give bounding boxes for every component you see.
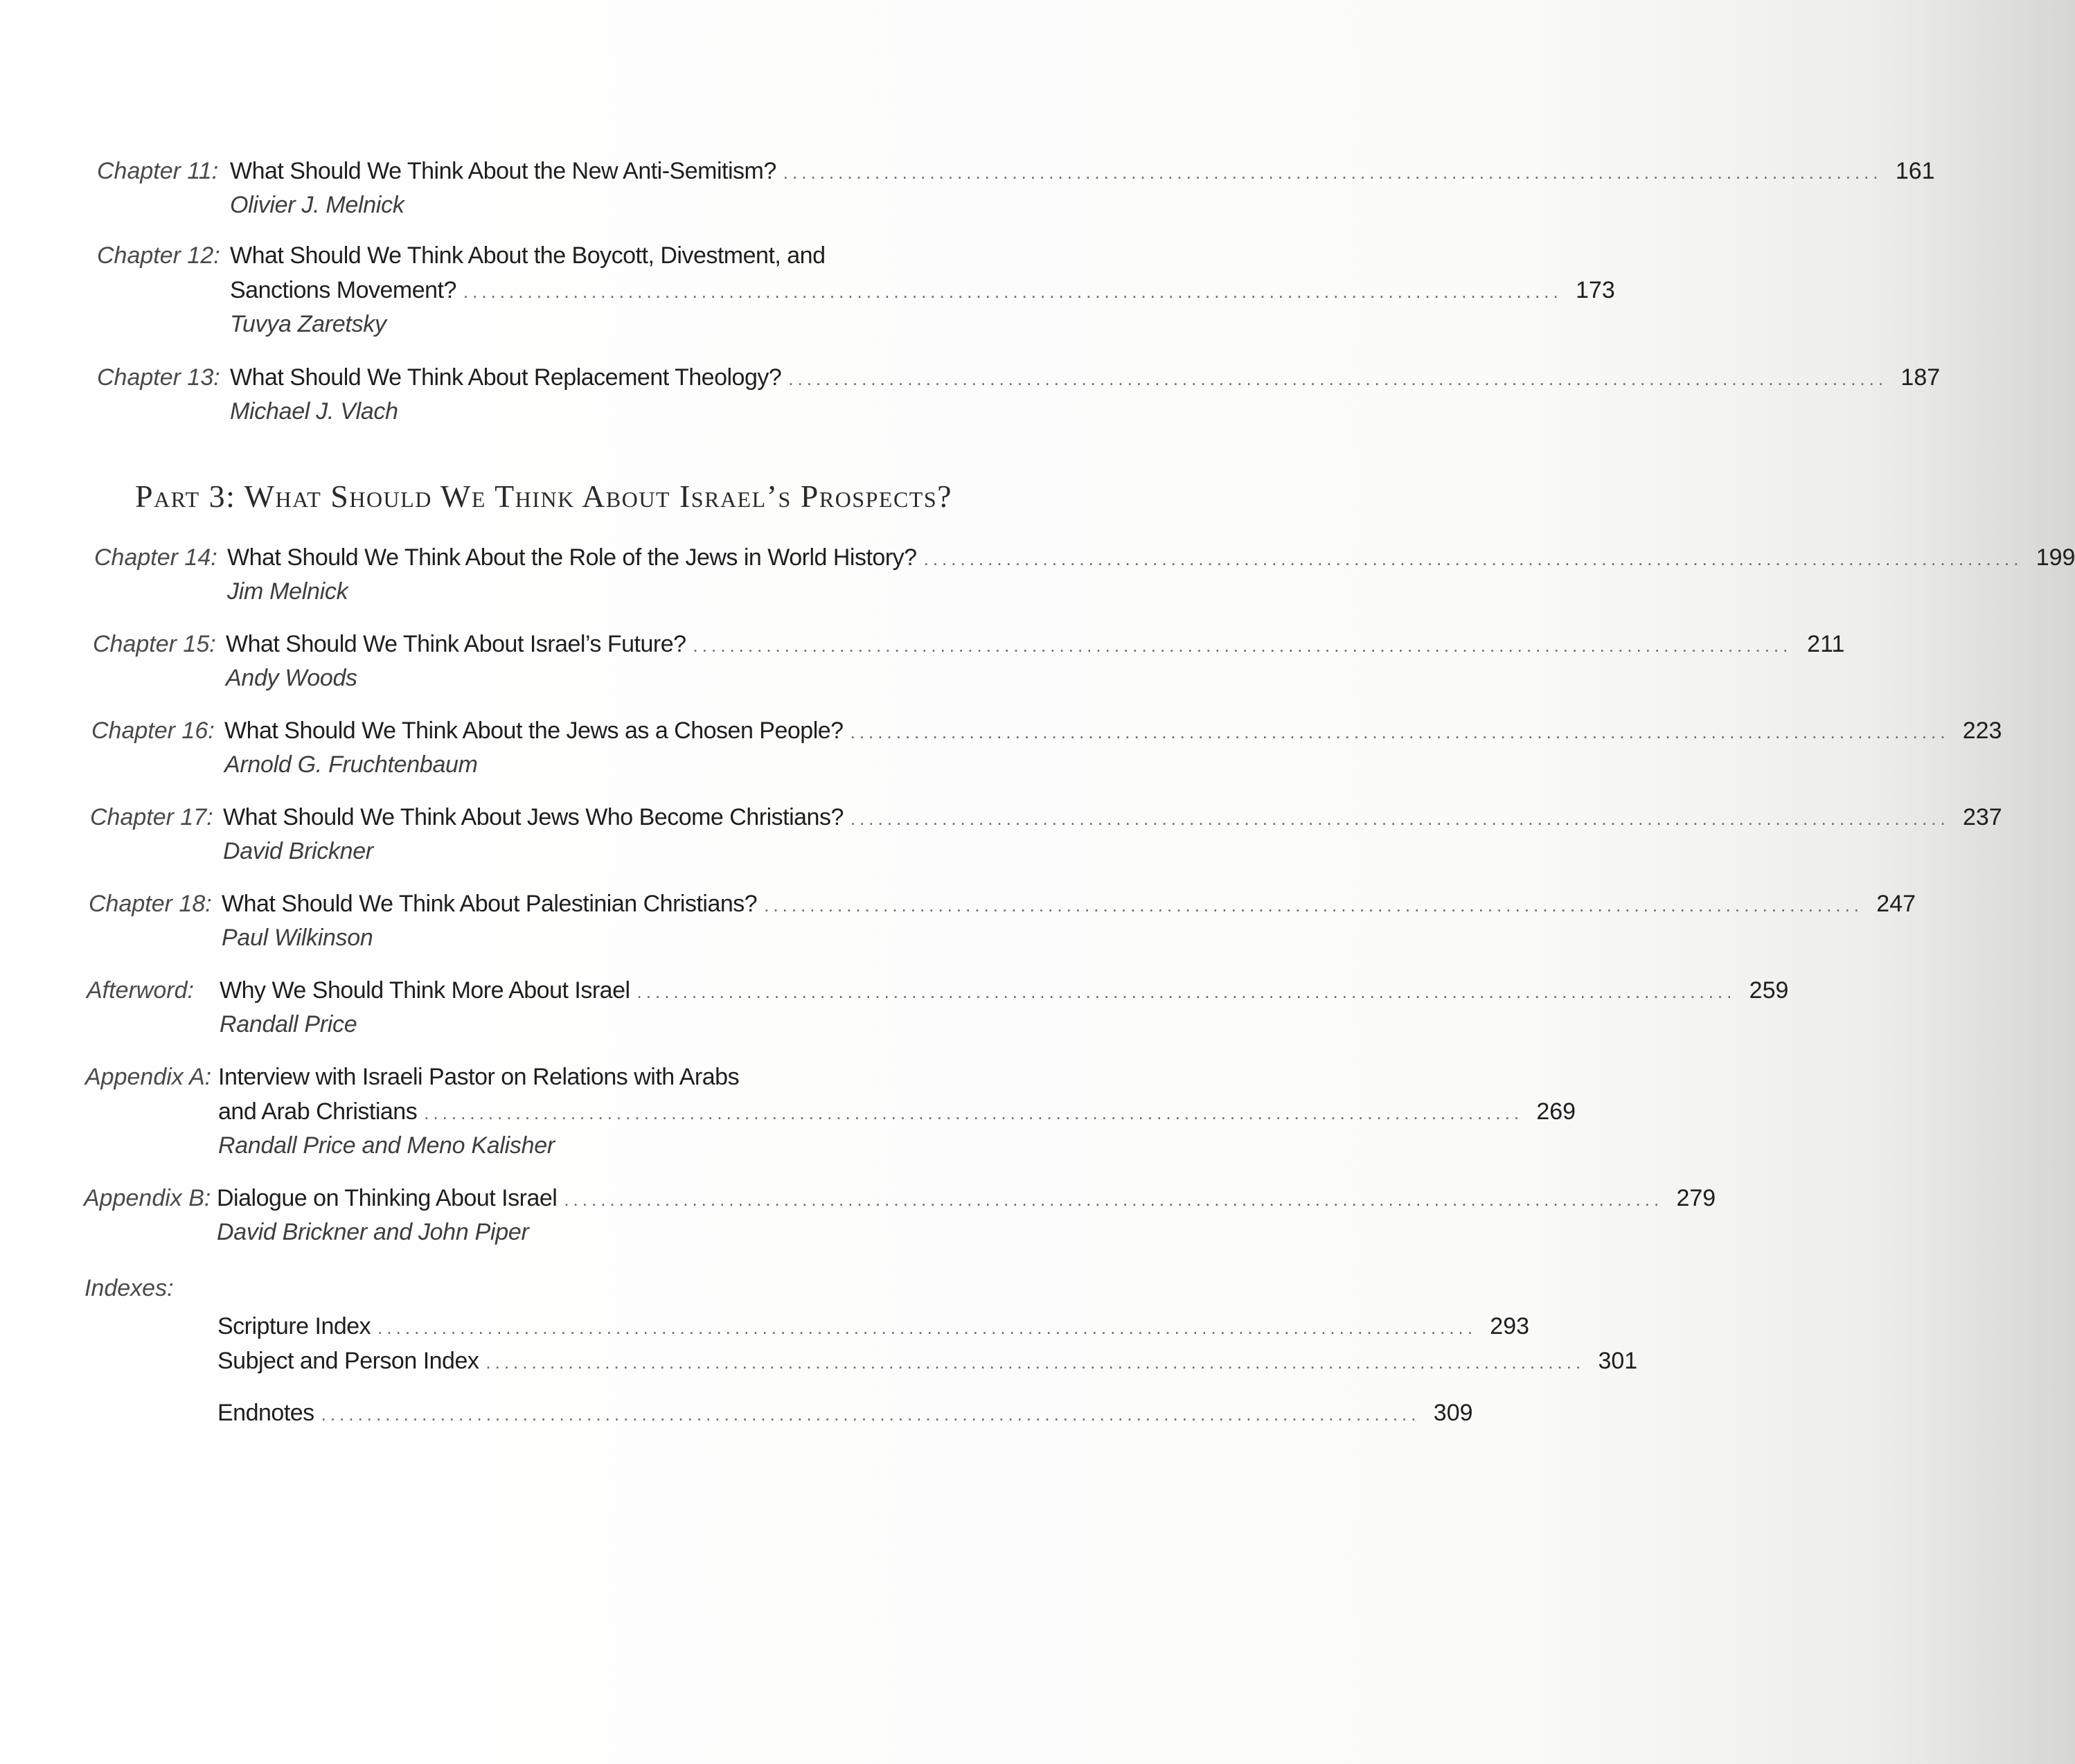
entry-body (230, 154, 1935, 222)
entry-body (220, 973, 1789, 1041)
index-title[interactable]: Endnotes (217, 1400, 314, 1426)
page-number: 199 (2036, 544, 2075, 571)
entry-title[interactable]: What Should We Think About the Role of the Jews in World History? (227, 544, 917, 571)
page-number: 173 (1576, 277, 1615, 303)
dot-leader: ........................................................................................................................ (636, 981, 1736, 1002)
entry-body (227, 540, 2075, 608)
title-line (230, 273, 1615, 308)
part-heading: Part 3: What Should We Think About Israel’s Prospects? (135, 479, 953, 514)
index-entry-body (217, 1344, 1638, 1378)
entry-author: David Brickner and John Piper (217, 1219, 529, 1245)
title-line (230, 238, 990, 273)
index-entry-body (217, 1396, 1473, 1430)
entry-title[interactable]: Dialogue on Thinking About Israel (217, 1185, 558, 1211)
dot-leader: ........................................................................................................................ (783, 162, 1882, 183)
entry-author: Olivier J. Melnick (230, 192, 404, 218)
entry-body (224, 713, 2002, 781)
entry-title[interactable]: What Should We Think About the Jews as a Chosen People? (224, 718, 844, 744)
index-title[interactable]: Subject and Person Index (217, 1348, 479, 1374)
entry-body (226, 627, 1845, 695)
title-line (217, 1181, 1716, 1215)
entry-author: Andy Woods (226, 665, 357, 691)
entry-title[interactable]: What Should We Think About the Boycott, Divestment, and (230, 242, 826, 269)
page-number: 301 (1598, 1348, 1638, 1374)
entry-label: Chapter 14: (94, 544, 217, 571)
entry-title[interactable]: and Arab Christians (218, 1098, 418, 1125)
page-number: 247 (1876, 891, 1916, 917)
index-entry-body (217, 1309, 1530, 1344)
page-number: 293 (1490, 1313, 1530, 1339)
entry-label: Chapter 16: (91, 718, 215, 744)
page-number: 187 (1900, 364, 1941, 391)
index-line (217, 1344, 1638, 1378)
entry-author: Paul Wilkinson (222, 925, 373, 951)
dot-leader: ........................................................................................................................ (564, 1189, 1664, 1210)
entry-title[interactable]: What Should We Think About the New Anti-Semitism? (230, 158, 776, 184)
entry-author: Jim Melnick (227, 578, 348, 605)
entry-author: Arnold G. Fruchtenbaum (224, 751, 478, 778)
page-number: 309 (1433, 1400, 1473, 1426)
title-line (230, 360, 1941, 395)
title-line (223, 800, 2002, 835)
entry-label: Chapter 18: (89, 891, 212, 917)
dot-leader: ........................................................................................................................ (850, 722, 1950, 742)
entry-title[interactable]: What Should We Think About Israel’s Future? (226, 631, 686, 657)
page-number: 211 (1807, 631, 1845, 657)
page-number: 269 (1536, 1098, 1576, 1125)
dot-leader: ........................................................................................................................ (764, 895, 1864, 916)
page-number: 223 (1962, 718, 2002, 744)
indexes-label: Indexes: (84, 1275, 174, 1301)
entry-title[interactable]: Interview with Israeli Pastor on Relations with Arabs (218, 1064, 740, 1090)
index-title[interactable]: Scripture Index (217, 1313, 371, 1339)
dot-leader: ........................................................................................................................ (424, 1103, 1524, 1123)
page-number: 279 (1676, 1185, 1716, 1211)
dot-leader: ........................................................................................................................ (321, 1404, 1421, 1425)
entry-label: Chapter 12: (97, 242, 220, 269)
entry-author: David Brickner (223, 838, 373, 864)
entry-body (223, 800, 2002, 868)
entry-title[interactable]: What Should We Think About Replacement Theology? (230, 364, 782, 391)
entry-label: Appendix A: (85, 1064, 212, 1090)
entry-label: Chapter 17: (90, 804, 213, 830)
entry-label: Afterword: (87, 977, 194, 1004)
title-line (230, 154, 1935, 188)
title-line (226, 627, 1845, 661)
dot-leader: ........................................................................................................................ (693, 635, 1792, 656)
title-line (222, 887, 1916, 921)
dot-leader: ........................................................................................................................ (377, 1317, 1477, 1338)
entry-author: Michael J. Vlach (230, 398, 398, 425)
title-line (218, 1094, 1576, 1129)
entry-label: Chapter 11: (97, 158, 219, 184)
dot-leader: ........................................................................................................................ (486, 1352, 1585, 1373)
entry-body (222, 887, 1916, 954)
entry-body (218, 1060, 1576, 1162)
title-line (227, 540, 2075, 575)
entry-author: Randall Price (220, 1011, 357, 1037)
entry-label: Appendix B: (84, 1185, 211, 1211)
entry-title[interactable]: What Should We Think About Palestinian Christians? (222, 891, 758, 917)
entry-label: Chapter 13: (97, 364, 220, 391)
dot-leader: ........................................................................................................................ (923, 549, 2023, 569)
entry-body (217, 1181, 1716, 1249)
entry-title[interactable]: Sanctions Movement? (230, 277, 456, 303)
index-line (217, 1309, 1530, 1344)
dot-leader: ........................................................................................................................ (463, 281, 1562, 302)
entry-label: Chapter 15: (93, 631, 216, 657)
index-line (217, 1396, 1473, 1430)
entry-title[interactable]: What Should We Think About Jews Who Become Christians? (223, 804, 844, 830)
title-line (220, 973, 1789, 1008)
dot-leader: ........................................................................................................................ (850, 808, 1950, 829)
entry-body (230, 238, 1615, 341)
page-number: 259 (1749, 977, 1789, 1004)
entry-author: Tuvya Zaretsky (230, 311, 386, 337)
entry-body (230, 360, 1941, 428)
entry-title[interactable]: Why We Should Think More About Israel (220, 977, 630, 1004)
dot-leader: ........................................................................................................................ (788, 368, 1888, 389)
title-line (224, 713, 2002, 748)
page-number: 161 (1895, 158, 1935, 184)
page-number: 237 (1962, 804, 2002, 830)
entry-author: Randall Price and Meno Kalisher (218, 1132, 555, 1159)
title-line (218, 1060, 990, 1094)
